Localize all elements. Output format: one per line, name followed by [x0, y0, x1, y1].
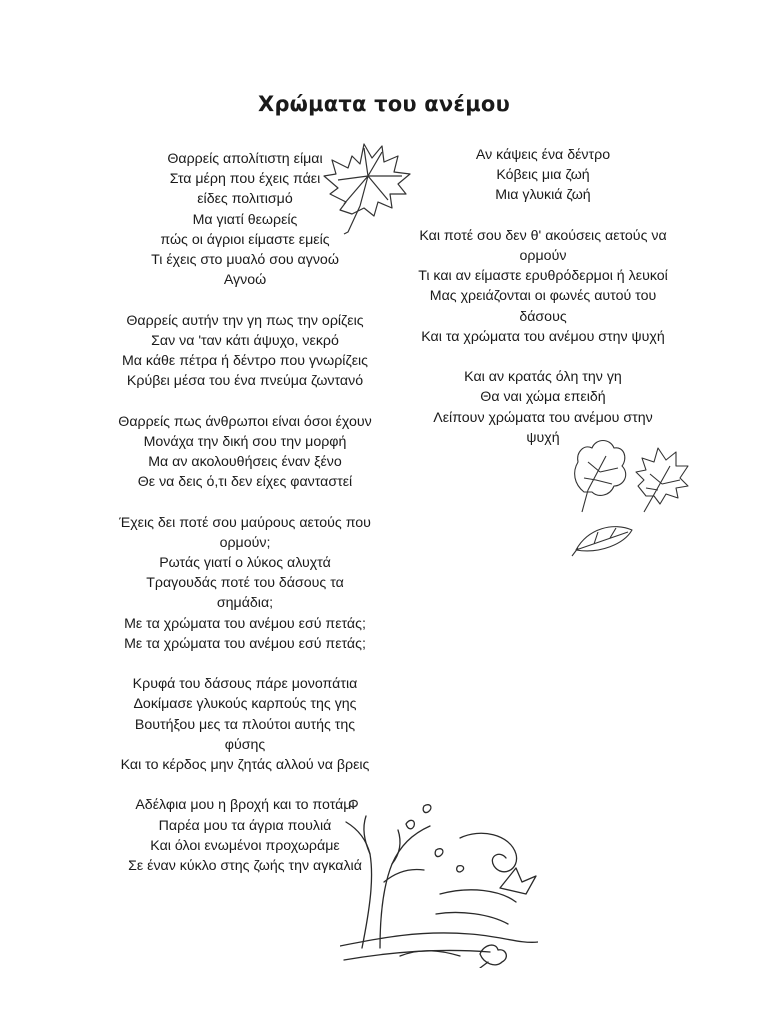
poem-line: Κρύβει μέσα του ένα πνεύμα ζωντανό [126, 373, 364, 390]
poem-stanza [70, 674, 420, 775]
poem-line: Δοκίμασε γλυκούς καρπούς της γης [133, 696, 357, 713]
poem-line: Και τα χρώματα του ανέμου στην ψυχή [421, 328, 665, 345]
poem-line: Μα κάθε πέτρα ή δέντρο που γνωρίζεις [121, 353, 369, 370]
poem-line: Και ποτέ σου δεν θ' ακούσεις αετούς να [419, 227, 667, 244]
poem-line: Θα ναι χώμα επειδή [480, 389, 606, 406]
poem-line: Σε έναν κύκλο στης ζωής την αγκαλιά [128, 858, 362, 875]
poem-title: Χρώματα του ανέμου [258, 92, 510, 116]
poem-line: Θαρρείς απολίτιστη είμαι [167, 151, 323, 167]
poem-stanza [70, 311, 420, 392]
poem-line: Παρέα μου τα άγρια πουλιά [158, 817, 332, 834]
poem-line: είδες πολιτισμό [197, 191, 293, 208]
windy-tree-icon [340, 798, 538, 968]
poem-line: Και αν κρατάς όλη την γη [464, 369, 622, 386]
poem-line: σημάδια; [216, 595, 274, 612]
poem-line: ορμούν [519, 248, 567, 264]
poem-line: Σαν να 'ταν κάτι άψυχο, νεκρό [151, 332, 339, 349]
autumn-leaves-icon [566, 432, 692, 564]
poem-line: Μια γλυκιά ζωή [495, 187, 591, 204]
poem-line: Αδέλφια μου η βροχή και το ποτάμι [135, 797, 355, 814]
poem-line: Θε να δεις ό,τι δεν είχες φανταστεί [137, 474, 353, 491]
poem-left-column [70, 149, 420, 896]
maple-leaf-icon [318, 136, 416, 238]
poem-line: Με τα χρώματα του ανέμου εσύ πετάς; [124, 635, 366, 652]
poem-line: ψυχή [526, 429, 560, 446]
poem-line: Και όλοι ενωμένοι προχωράμε [150, 837, 340, 854]
poem-stanza [70, 412, 420, 493]
poem-line: Λείπουν χρώματα του ανέμου στην [433, 409, 653, 426]
poem-stanza [70, 513, 420, 654]
poem-line: Μας χρειάζονται οι φωνές αυτού του [429, 288, 657, 305]
poem-line: φύσης [224, 736, 266, 753]
poem-right-column [398, 145, 688, 468]
poem-line: Με τα χρώματα του ανέμου εσύ πετάς; [124, 615, 366, 632]
poem-line: Μονάχα την δική σου την μορφή [143, 433, 347, 450]
poem-line: Τι έχεις στο μυαλό σου αγνοώ [151, 252, 339, 269]
poem-line: πώς οι άγριοι είμαστε εμείς [160, 231, 330, 248]
poem-line: Μα γιατί θεωρείς [192, 211, 298, 228]
poem-line: Θαρρείς αυτήν την γη πως την ορίζεις [126, 312, 364, 329]
poem-line: Και το κέρδος μην ζητάς αλλού να βρεις [120, 757, 370, 774]
poem-line: Κρυφά του δάσους πάρε μονοπάτια [132, 676, 358, 693]
poem-stanza [398, 226, 688, 347]
poem-line: Αγνοώ [223, 272, 267, 289]
poem-line: Κόβεις μια ζωή [496, 167, 590, 184]
poem-line: ορμούν; [219, 534, 271, 551]
poem-line: Θαρρείς πως άνθρωποι είναι όσοι έχουν [118, 413, 372, 430]
poem-line: δάσους [519, 308, 567, 325]
poem-line: Στα μέρη που έχεις πάει [169, 171, 321, 188]
poem-line: Αν κάψεις ένα δέντρο [475, 147, 611, 163]
poem-stanza [398, 145, 688, 206]
poem-line: Έχεις δει ποτέ σου μαύρους αετούς που [119, 514, 371, 531]
poem-line: Μα αν ακολουθήσεις έναν ξένο [148, 454, 342, 471]
poem-line: Τραγουδάς ποτέ του δάσους τα [146, 575, 344, 592]
poem-line: Τι και αν είμαστε ερυθρόδερμοι ή λευκοί [418, 268, 668, 285]
poem-line: Ρωτάς γιατί ο λύκος αλυχτά [159, 555, 331, 572]
poem-line: Βουτήξου μες τα πλούτοι αυτής της [134, 716, 356, 733]
